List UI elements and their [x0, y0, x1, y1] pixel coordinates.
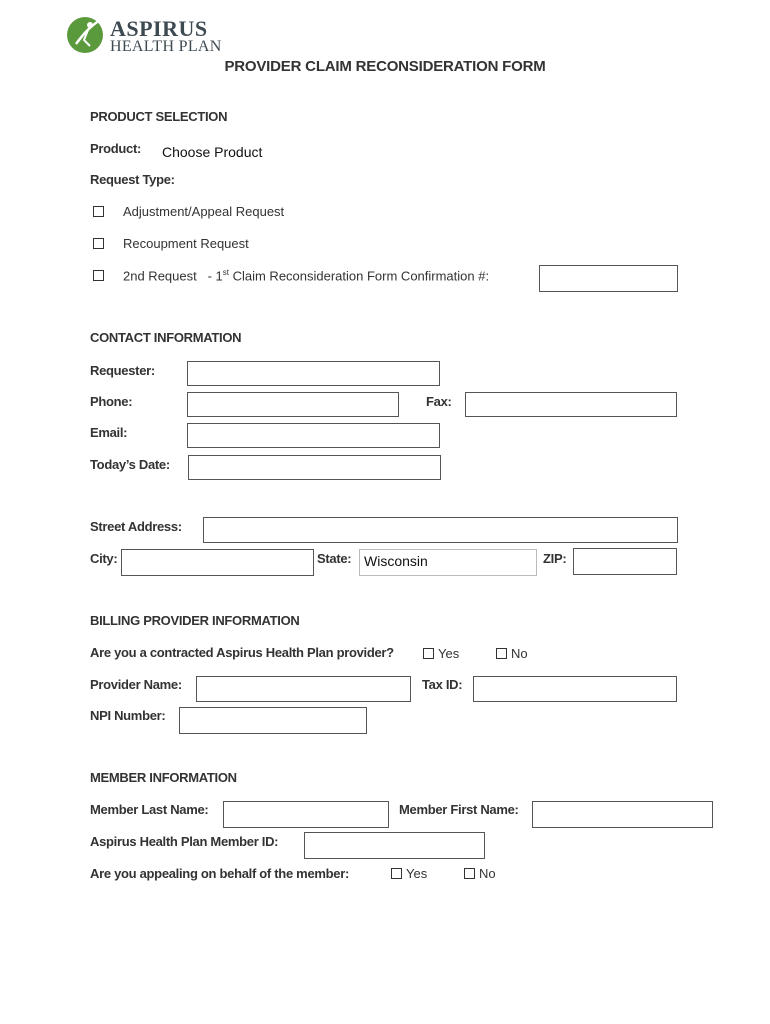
- request-type-label: Request Type:: [90, 172, 175, 187]
- contracted-no-checkbox[interactable]: [496, 648, 507, 659]
- street-address-input[interactable]: [203, 517, 678, 543]
- npi-number-label: NPI Number:: [90, 708, 166, 723]
- behalf-no-label: No: [479, 866, 496, 881]
- adjustment-checkbox[interactable]: [93, 206, 104, 217]
- billing-provider-heading: BILLING PROVIDER INFORMATION: [90, 613, 300, 628]
- city-label: City:: [90, 551, 118, 566]
- logo-line1: ASPIRUS: [110, 16, 208, 41]
- fax-input[interactable]: [465, 392, 677, 417]
- city-input[interactable]: [121, 549, 314, 576]
- product-selection-heading: PRODUCT SELECTION: [90, 109, 228, 124]
- provider-name-input[interactable]: [196, 676, 411, 702]
- aspirus-logo: [66, 12, 246, 58]
- confirmation-number-input[interactable]: [539, 265, 678, 292]
- state-label: State:: [317, 551, 352, 566]
- form-title: PROVIDER CLAIM RECONSIDERATION FORM: [224, 58, 546, 75]
- member-first-name-label: Member First Name:: [399, 802, 519, 817]
- tax-id-label: Tax ID:: [422, 677, 463, 692]
- member-first-name-input[interactable]: [532, 801, 713, 828]
- provider-name-label: Provider Name:: [90, 677, 182, 692]
- zip-label: ZIP:: [543, 551, 567, 566]
- contracted-provider-question: Are you a contracted Aspirus Health Plan provider?: [90, 645, 394, 660]
- tax-id-input[interactable]: [473, 676, 677, 702]
- todays-date-input[interactable]: [188, 455, 441, 480]
- email-input[interactable]: [187, 423, 440, 448]
- behalf-no-checkbox[interactable]: [464, 868, 475, 879]
- behalf-yes-checkbox[interactable]: [391, 868, 402, 879]
- behalf-yes-label: Yes: [406, 866, 428, 881]
- recoupment-checkbox[interactable]: [93, 238, 104, 249]
- behalf-of-member-question: Are you appealing on behalf of the member:: [90, 866, 349, 881]
- recoupment-option-label: Recoupment Request: [123, 236, 249, 251]
- product-dropdown[interactable]: Choose Product: [162, 144, 263, 160]
- requester-input[interactable]: [187, 361, 440, 386]
- todays-date-label: Today’s Date:: [90, 457, 170, 472]
- street-address-label: Street Address:: [90, 519, 182, 534]
- confirmation-sup: st: [222, 268, 229, 277]
- fax-label: Fax:: [426, 394, 452, 409]
- aspirus-leaf-icon: [66, 14, 108, 56]
- zip-input[interactable]: [573, 548, 677, 575]
- phone-input[interactable]: [187, 392, 399, 417]
- contracted-yes-checkbox[interactable]: [423, 648, 434, 659]
- member-id-input[interactable]: [304, 832, 485, 859]
- confirmation-prefix: - 1: [207, 268, 223, 284]
- product-label: Product:: [90, 141, 142, 156]
- contracted-no-label: No: [511, 646, 528, 661]
- adjustment-option-label: Adjustment/Appeal Request: [123, 204, 285, 219]
- requester-label: Requester:: [90, 363, 155, 378]
- phone-label: Phone:: [90, 394, 133, 409]
- contracted-yes-label: Yes: [438, 646, 460, 661]
- member-last-name-input[interactable]: [223, 801, 389, 828]
- npi-number-input[interactable]: [179, 707, 367, 734]
- state-dropdown[interactable]: Wisconsin: [359, 549, 537, 576]
- contact-information-heading: CONTACT INFORMATION: [90, 330, 242, 345]
- member-last-name-label: Member Last Name:: [90, 802, 209, 817]
- member-id-label: Aspirus Health Plan Member ID:: [90, 834, 279, 849]
- second-request-label: [123, 268, 489, 283]
- email-label: Email:: [90, 425, 128, 440]
- second-request-text: 2nd Request: [123, 268, 197, 284]
- second-request-checkbox[interactable]: [93, 270, 104, 281]
- logo-line2: HEALTH PLAN: [110, 38, 222, 55]
- member-information-heading: MEMBER INFORMATION: [90, 770, 237, 785]
- confirmation-suffix: Claim Reconsideration Form Confirmation #:: [228, 268, 490, 284]
